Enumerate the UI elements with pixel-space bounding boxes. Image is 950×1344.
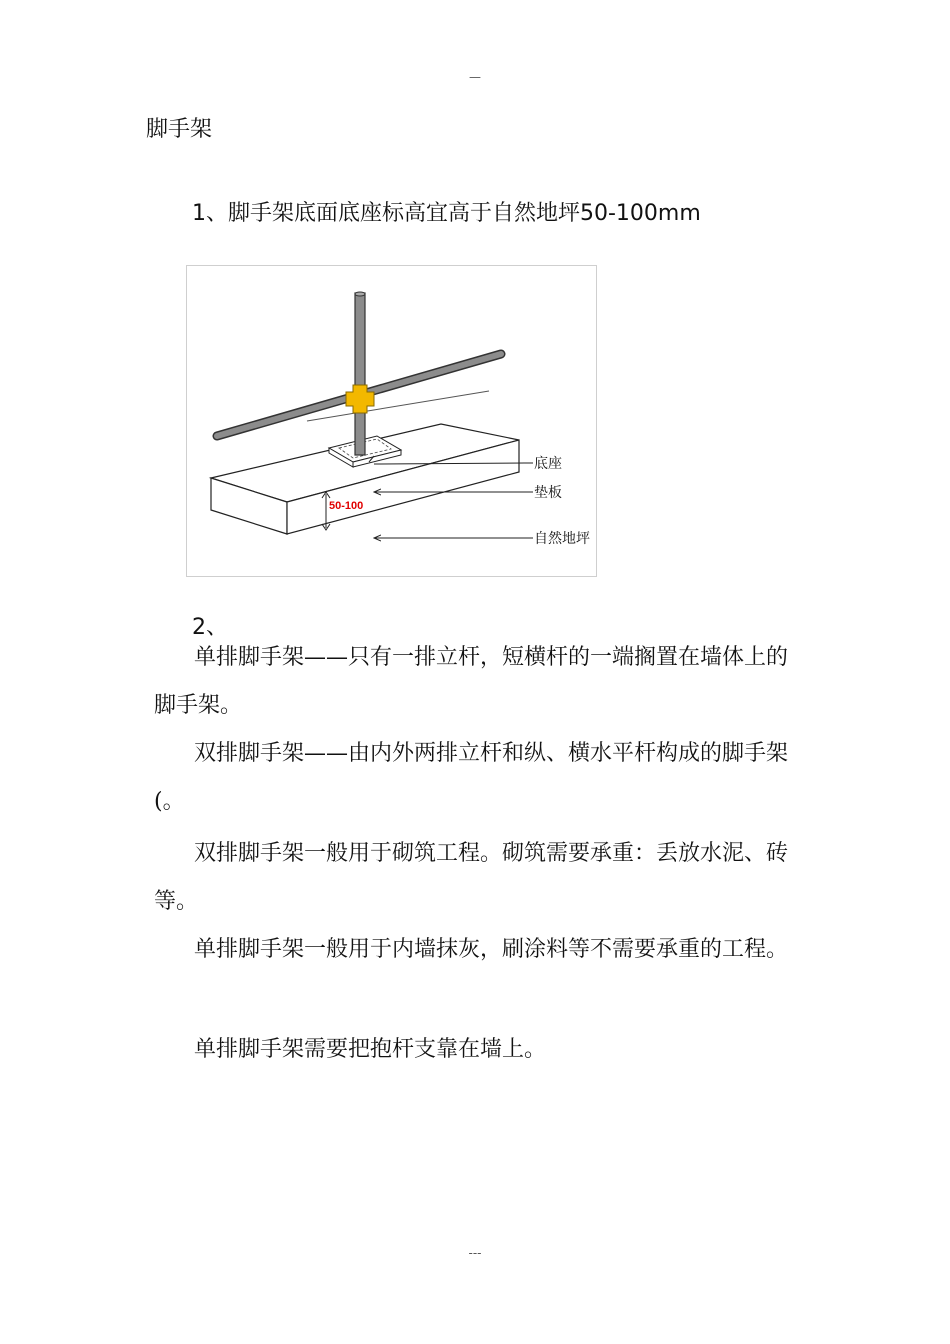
header-mark: —	[469, 70, 481, 84]
page-title: 脚手架	[146, 117, 213, 142]
label-base: 底座	[534, 455, 562, 471]
label-height: 50-100	[329, 500, 364, 512]
scaffold-diagram	[187, 266, 598, 578]
item-2-number: 2、	[192, 615, 228, 640]
paragraph-double-row-usage: 双排脚手架一般用于砌筑工程。砌筑需要承重：丢放水泥、砖等。	[154, 841, 789, 914]
vertical-pipe	[355, 293, 365, 455]
paragraph-double-row-definition: 双排脚手架——由内外两排立杆和纵、横水平杆构成的脚手架(。	[154, 741, 789, 814]
scaffold-base-figure	[186, 265, 597, 577]
item-1-text: 1、脚手架底面底座标高宜高于自然地坪50-100mm	[192, 201, 701, 226]
footer-mark: ---	[468, 1246, 482, 1260]
paragraph-single-row-definition: 单排脚手架——只有一排立杆，短横杆的一端搁置在墙体上的脚手架。	[154, 645, 789, 718]
label-ground: 自然地坪	[534, 530, 590, 546]
label-pad: 垫板	[534, 484, 562, 500]
paragraph-single-row-support: 单排脚手架需要把抱杆支靠在墙上。	[194, 1037, 547, 1062]
paragraph-single-row-usage: 单排脚手架一般用于内墙抹灰，刷涂料等不需要承重的工程。	[194, 937, 789, 962]
